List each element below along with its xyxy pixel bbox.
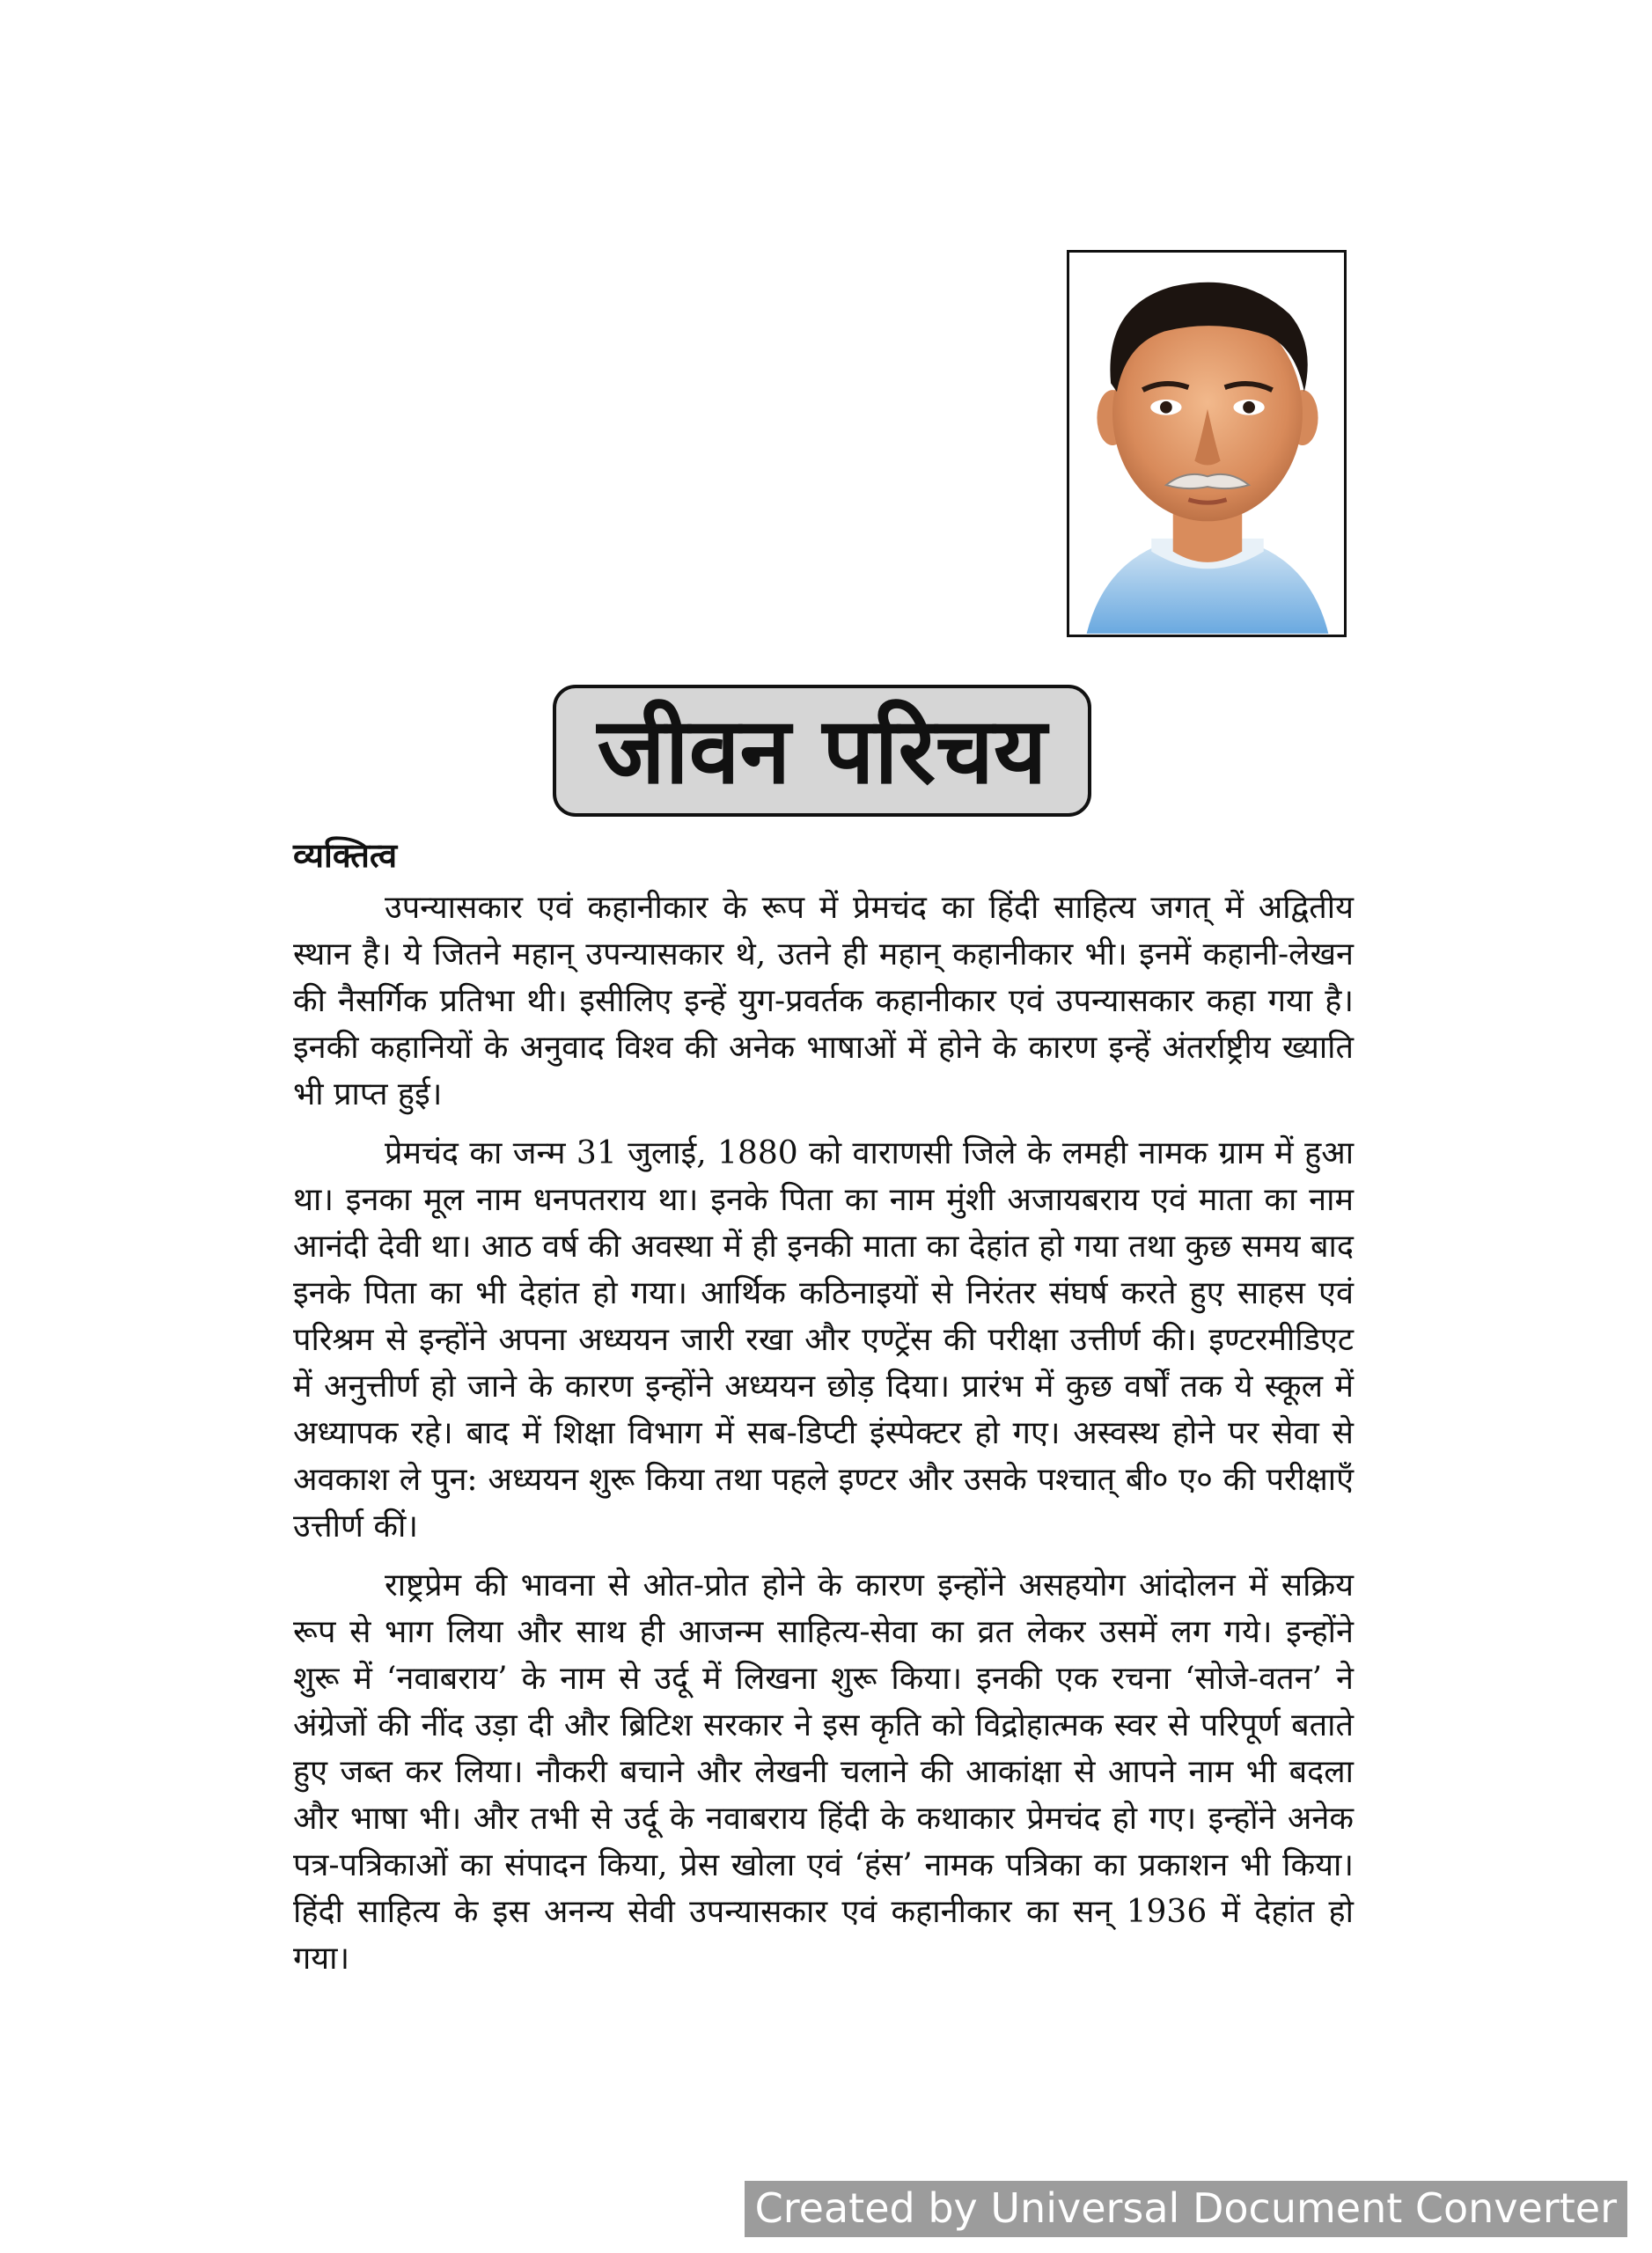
watermark: Created by Universal Document Converter — [745, 2181, 1627, 2237]
title-box — [553, 685, 1091, 817]
body-text — [293, 884, 1354, 1994]
section-heading: व्यक्तित्व — [293, 836, 398, 875]
paragraph-3: राष्ट्रप्रेम की भावना से ओत-प्रोत होने के कारण इन्होंने असहयोग आंदोलन में सक्रिय रूप से भाग लिया और साथ ही आजन्म साहित्य-सेवा का व्रत लेकर उसमें लग गये। इन्होंने शुरू में ‘नवाबराय’ के नाम से उर्दू में लिखना शुरू किया। इनकी एक रचना ‘सोजे-वतन’ ने अंग्रेजों की नींद उड़ा दी और ब्रिटिश सरकार ने इस कृति को विद्रोहात्मक स्वर से परिपूर्ण बताते हुए जब्त कर लिया। नौकरी बचाने और लेखनी चलाने की आकांक्षा से आपने नाम भी बदला और भाषा भी। और तभी से उर्दू के नवाबराय हिंदी के कथाकार प्रेमचंद हो गए। इन्होंने अनेक पत्र-पत्रिकाओं का संपादन किया, प्रेस खोला एवं ‘हंस’ नामक पत्रिका का प्रकाशन भी किया। हिंदी साहित्य के इस अनन्य सेवी उपन्यासकार एवं कहानीकार का सन् 1936 में देहांत हो गया। — [293, 1567, 1354, 1977]
author-portrait — [1067, 250, 1347, 637]
paragraph-1: उपन्यासकार एवं कहानीकार के रूप में प्रेमचंद का हिंदी साहित्य जगत् में अद्वितीय स्थान है। ये जितने महान् उपन्यासकार थे, उतने ही महान् कहानीकार भी। इनमें कहानी-लेखन की नैसर्गिक प्रतिभा थी। इसीलिए इन्हें युग-प्रवर्तक कहानीकार एवं उपन्यासकार कहा गया है। इनकी कहानियों के अनुवाद विश्व की अनेक भाषाओं में होने के कारण इन्हें अंतर्राष्ट्रीय ख्याति भी प्राप्त हुई। — [293, 890, 1355, 1112]
page-title: जीवन परिचय — [597, 697, 1047, 804]
paragraph-2: प्रेमचंद का जन्म 31 जुलाई, 1880 को वाराणसी जिले के लमही नामक ग्राम में हुआ था। इनका मूल नाम धनपतराय था। इनके पिता का नाम मुंशी अजायबराय एवं माता का नाम आनंदी देवी था। आठ वर्ष की अवस्था में ही इनकी माता का देहांत हो गया तथा कुछ समय बाद इनके पिता का भी देहांत हो गया। आर्थिक कठिनाइयों से निरंतर संघर्ष करते हुए साहस एवं परिश्रम से इन्होंने अपना अध्ययन जारी रखा और एण्ट्रेंस की परीक्षा उत्तीर्ण की। इण्टरमीडिएट में अनुत्तीर्ण हो जाने के कारण इन्होंने अध्ययन छोड़ दिया। प्रारंभ में कुछ वर्षों तक ये स्कूल में अध्यापक रहे। बाद में शिक्षा विभाग में सब-डिप्टी इंस्पेक्टर हो गए। अस्वस्थ होने पर सेवा से अवकाश ले पुन: अध्ययन शुरू किया तथा पहले इण्टर और उसके पश्चात् बी० ए० की परीक्षाएँ उत्तीर्ण कीं। — [293, 1135, 1354, 1545]
portrait-illustration — [1069, 253, 1344, 635]
